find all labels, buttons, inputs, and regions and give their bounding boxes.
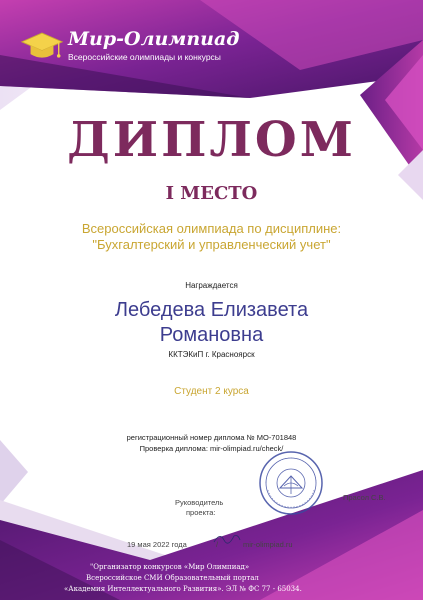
olympiad-line-1: Всероссийская олимпиада по дисциплине: <box>81 221 342 236</box>
logo-title: Мир-Олимпиад <box>68 28 240 50</box>
place-label: I МЕСТО <box>165 183 258 204</box>
verification-link: Проверка диплома: mir-olimpiad.ru/check/ <box>139 444 284 453</box>
course-label: Студент 2 курса <box>174 386 249 397</box>
diploma-title: ДИПЛОМ <box>67 112 356 168</box>
graduation-cap-logo-icon <box>20 26 64 70</box>
registration-number: регистрационный номер диплома № МО-701848 <box>126 433 297 442</box>
website-label: mir-olimpiad.ru <box>243 540 293 549</box>
footer-line-2: Всероссийское СМИ Образовательный портал <box>86 574 259 582</box>
date-separator: / <box>216 540 219 549</box>
organization: ККТЭКиП г. Красноярск <box>168 350 255 359</box>
issue-date: 19 мая 2022 года <box>127 540 187 549</box>
head-label-line-1: Руководитель <box>175 498 224 507</box>
stamp-seal-icon <box>258 450 324 516</box>
footer-line-1: "Организатор конкурсов «Мир Олимпиад» <box>90 563 250 571</box>
recipient-name-line-1: Лебедева Елизавета <box>114 299 309 321</box>
footer-line-3: «Академия Интеллектуального Развития». ЭЛ № ФС 77 - 65034. <box>64 585 302 593</box>
head-name: Прасол С.В. <box>343 493 386 502</box>
head-label-line-2: проекта: <box>186 508 216 517</box>
logo-subtitle: Всероссийские олимпиады и конкурсы <box>68 52 221 62</box>
recipient-name-line-2: Романовна <box>159 324 264 346</box>
olympiad-line-2: "Бухгалтерский и управленческий учет" <box>92 237 331 252</box>
awarded-label: Награждается <box>185 281 238 290</box>
